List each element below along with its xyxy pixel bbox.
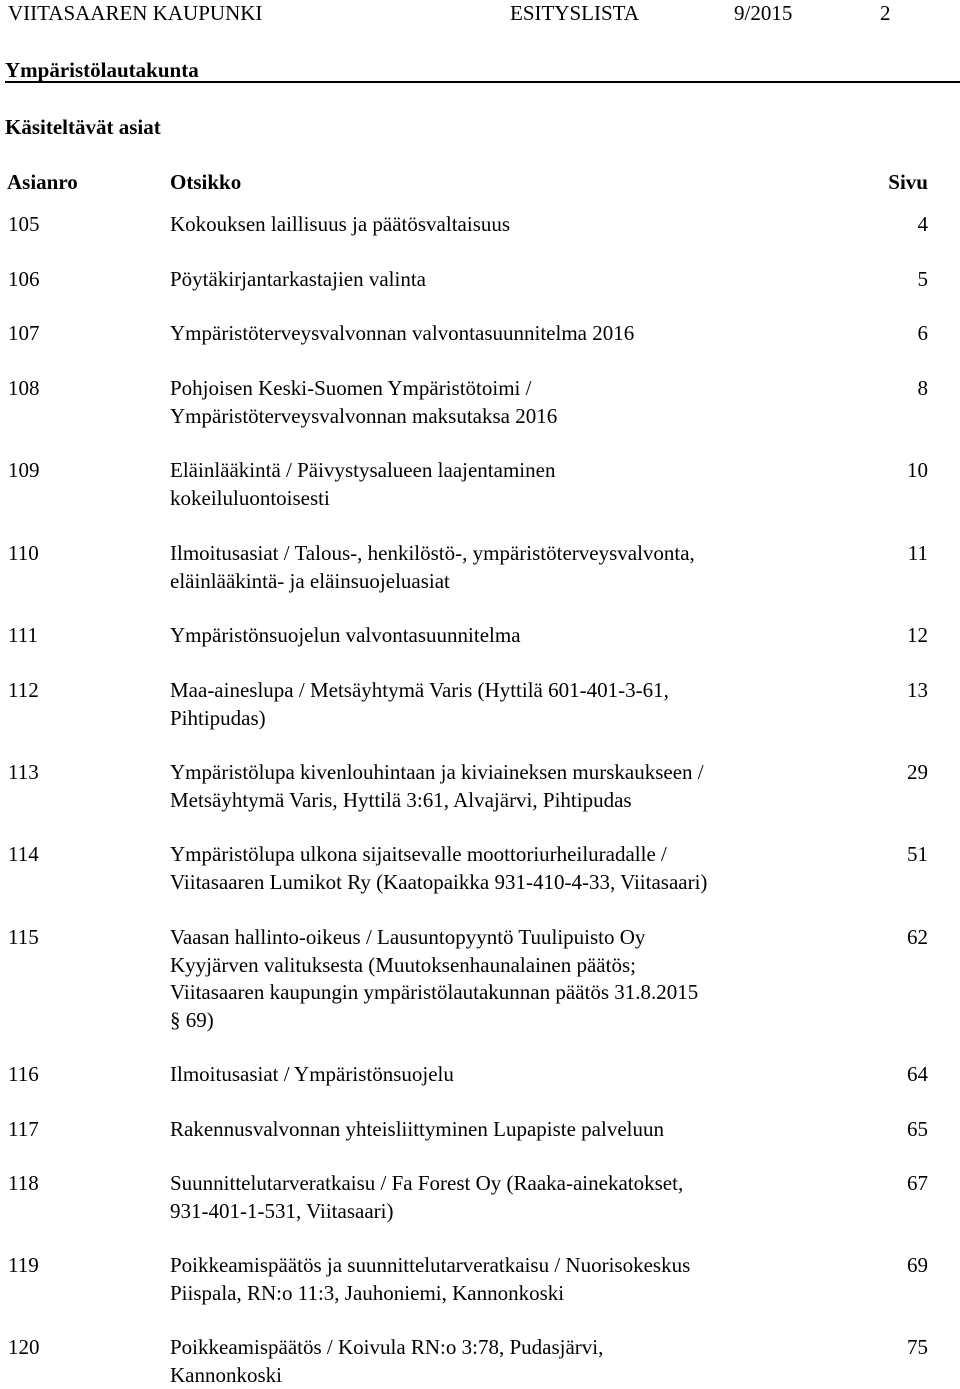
item-title: Ympäristönsuojelun valvontasuunnitelma [170, 623, 521, 647]
item-number: 114 [8, 842, 39, 866]
item-number: 110 [8, 541, 39, 565]
header-page-number: 2 [880, 1, 891, 25]
item-page: 65 [907, 1117, 928, 1141]
item-title: Ympäristöterveysvalvonnan valvontasuunnitelma 2016 [170, 321, 635, 345]
column-header-number: Asianro [7, 170, 78, 194]
item-page: 62 [907, 925, 928, 949]
item-title: Eläinlääkintä / Päivystysalueen laajentaminen kokeiluluontoisesti [170, 458, 556, 510]
header-meeting-number: 9/2015 [734, 1, 793, 25]
item-page: 6 [917, 321, 928, 345]
item-title: Ympäristölupa ulkona sijaitsevalle moottoriurheiluradalle / Viitasaaren Lumikot Ry (Kaatopaikka 931-410-4-33, Viitasaari) [170, 842, 708, 894]
column-header-page: Sivu [888, 170, 928, 194]
item-page: 8 [917, 376, 928, 400]
item-number: 105 [8, 212, 40, 236]
item-number: 112 [8, 678, 39, 702]
item-page: 75 [907, 1335, 928, 1359]
item-number: 117 [8, 1117, 39, 1141]
item-number: 111 [8, 623, 38, 647]
item-title: Ilmoitusasiat / Ympäristönsuojelu [170, 1062, 454, 1086]
item-page: 69 [907, 1253, 928, 1277]
item-title: Ilmoitusasiat / Talous-, henkilöstö-, ympäristöterveysvalvonta, eläinlääkintä- ja eläinsuojeluasiat [170, 541, 695, 593]
item-number: 108 [8, 376, 40, 400]
item-page: 13 [907, 678, 928, 702]
item-title: Poikkeamispäätös ja suunnittelutarveratkaisu / Nuorisokeskus Piispala, RN:o 11:3, Jauhoniemi, Kannonkoski [170, 1253, 691, 1305]
item-page: 12 [907, 623, 928, 647]
item-page: 29 [907, 760, 928, 784]
item-title: Suunnittelutarveratkaisu / Fa Forest Oy (Raaka-ainekatokset, 931-401-1-531, Viitasaari) [170, 1171, 684, 1223]
item-title: Rakennusvalvonnan yhteisliittyminen Lupapiste palveluun [170, 1117, 664, 1141]
item-title: Maa-aineslupa / Metsäyhtymä Varis (Hyttilä 601-401-3-61, Pihtipudas) [170, 678, 669, 730]
item-title: Vaasan hallinto-oikeus / Lausuntopyyntö Tuulipuisto Oy Kyyjärven valituksesta (Muutoksenhaunalainen päätös; Viitasaaren kaupungin ympäristölautakunnan päätös 31.8.2015 § 69) [170, 925, 699, 1032]
item-page: 67 [907, 1171, 928, 1195]
item-page: 64 [907, 1062, 928, 1086]
item-number: 119 [8, 1253, 39, 1277]
item-page: 4 [917, 212, 928, 236]
header-document-type: ESITYSLISTA [510, 1, 639, 25]
item-title: Pohjoisen Keski-Suomen Ympäristötoimi / Ympäristöterveysvalvonnan maksutaksa 2016 [170, 376, 558, 428]
item-number: 120 [8, 1335, 40, 1359]
item-number: 118 [8, 1171, 39, 1195]
item-title: Kokouksen laillisuus ja päätösvaltaisuus [170, 212, 511, 236]
item-page: 10 [907, 458, 928, 482]
item-number: 109 [8, 458, 40, 482]
item-page: 51 [907, 842, 928, 866]
column-header-title: Otsikko [170, 170, 242, 194]
item-number: 106 [8, 267, 40, 291]
committee-title: Ympäristölautakunta [5, 58, 199, 82]
item-title: Ympäristölupa kivenlouhintaan ja kiviaineksen murskaukseen / Metsäyhtymä Varis, Hyttilä 3:61, Alvajärvi, Pihtipudas [170, 760, 704, 812]
item-number: 107 [8, 321, 40, 345]
title-underline [5, 81, 960, 83]
item-number: 116 [8, 1062, 39, 1086]
item-page: 11 [907, 541, 928, 565]
item-number: 113 [8, 760, 39, 784]
header-organization: VIITASAAREN KAUPUNKI [8, 1, 263, 25]
item-title: Pöytäkirjantarkastajien valinta [170, 267, 426, 291]
item-page: 5 [917, 267, 928, 291]
section-title: Käsiteltävät asiat [5, 115, 161, 139]
item-number: 115 [8, 925, 39, 949]
item-title: Poikkeamispäätös / Koivula RN:o 3:78, Pudasjärvi, Kannonkoski [170, 1335, 604, 1387]
